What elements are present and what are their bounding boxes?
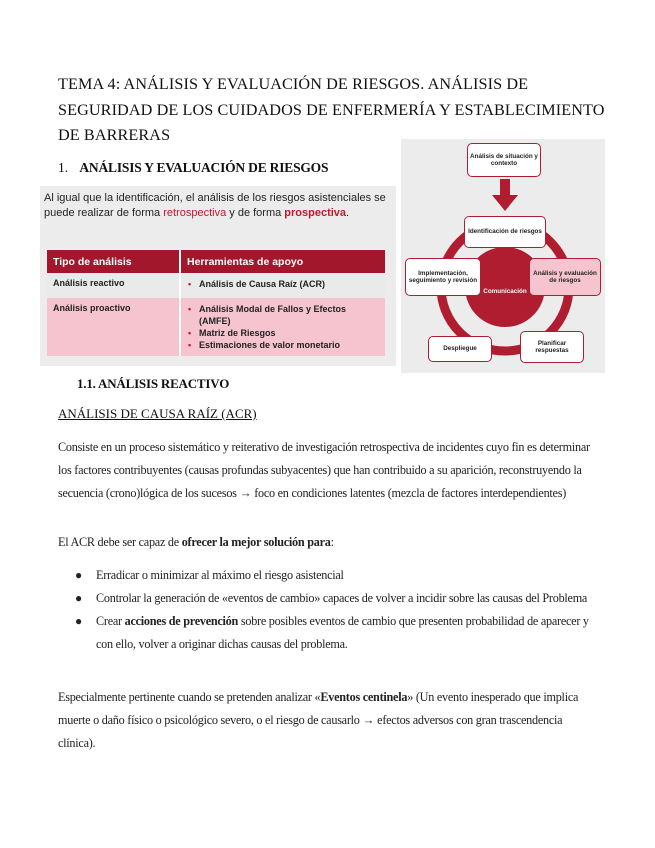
page-title: TEMA 4: ANÁLISIS Y EVALUACIÓN DE RIESGOS. ANÁLISIS DE SEGURIDAD DE LOS CUIDADOS DE ENFERMERÍA Y ESTABLECIMIENTO DE BARRERAS xyxy=(58,75,605,144)
table-cell-tools xyxy=(180,273,385,298)
arrow-shaft xyxy=(500,179,510,197)
table-cell-type: Análisis reactivo xyxy=(47,273,180,298)
section-label: ANÁLISIS Y EVALUACIÓN DE RIESGOS xyxy=(79,160,329,175)
list-item-text: Controlar la generación de «eventos de cambio» capaces de volver a incidir sobre las causas del Problema xyxy=(96,591,588,605)
tool-item: • Matriz de Riesgos xyxy=(199,327,379,339)
bullet-icon: ● xyxy=(75,614,82,628)
intro-middle: y de forma xyxy=(226,207,285,219)
intro-before: Al igual que la identificación, el análisis de los riesgos asistenciales se puede realizar de forma xyxy=(44,192,386,219)
tool-item: • Estimaciones de valor monetario xyxy=(199,339,379,351)
box-risk-evaluation: Análisis y evaluación de riesgos xyxy=(529,258,601,296)
table-row xyxy=(47,273,385,298)
table-cell-tools xyxy=(180,298,385,356)
table-header-tools: Herramientas de apoyo xyxy=(180,250,385,273)
box-risk-identification: Identificación de riesgos xyxy=(464,216,546,248)
acr-heading: ANÁLISIS DE CAUSA RAÍZ (ACR) xyxy=(58,406,257,421)
p2-after: : xyxy=(330,535,334,549)
arrow-down-icon xyxy=(492,195,518,211)
list-item-bold: acciones de prevención xyxy=(124,614,239,628)
list-item-text: Erradicar o minimizar al máximo el riesgo asistencial xyxy=(96,568,344,582)
box-implementation: Implementación, seguimiento y revisión xyxy=(405,258,481,296)
intro-after: . xyxy=(346,207,350,219)
intro-retro: retrospectiva xyxy=(163,207,227,219)
risk-cycle-diagram xyxy=(401,139,605,373)
list-item-text: sobre posibles eventos de cambio que presenten probabilidad de aparecer y con ello, volver a originar dichas causas del problema. xyxy=(96,614,589,651)
intro-text xyxy=(44,191,396,221)
p2-bold: ofrecer la mejor solución para xyxy=(181,535,331,549)
bullet-icon: ● xyxy=(75,591,82,605)
p3-before: Especialmente pertinente cuando se pretenden analizar « xyxy=(58,690,321,704)
section-heading-1 xyxy=(58,160,328,176)
box-deployment: Despliegue xyxy=(428,336,492,362)
p3-bold: Eventos centinela xyxy=(320,690,408,704)
bullet-icon: ● xyxy=(75,568,82,582)
analysis-table xyxy=(47,250,385,356)
tool-item: • Análisis de Causa Raíz (ACR) xyxy=(199,278,379,290)
list-item xyxy=(58,587,598,610)
section-number: 1. xyxy=(58,160,69,175)
p2-before: El ACR debe ser capaz de xyxy=(58,535,182,549)
list-item xyxy=(58,610,598,656)
table-cell-type: Análisis proactivo xyxy=(47,298,180,356)
paragraph-acr-capable xyxy=(58,535,598,550)
table-row xyxy=(47,298,385,356)
table-header-type: Tipo de análisis xyxy=(47,250,180,273)
list-item-text: Crear xyxy=(96,614,125,628)
communication-label: Comunicación xyxy=(483,288,527,295)
p3-after: » (Un evento inesperado que implica muerte o daño físico o psicológico severo, o el riesgo de causarlo → efectos adversos con gran trascendencia clínica). xyxy=(58,690,579,750)
list-item xyxy=(58,564,598,587)
paragraph-acr-definition: Consiste en un proceso sistemático y reiterativo de investigación retrospectiva de incidentes cuyo fin es determinar los factores contribuyentes (causas profundas subyacentes) que han contribuido a su aparición, reconstruyendo la secuencia (crono)lógica de los sucesos → foco en condiciones latentes (mezcla de factores interdependientes) xyxy=(58,440,590,500)
acr-goals-list xyxy=(58,564,598,656)
box-situation-analysis: Análisis de situación y contexto xyxy=(467,143,541,177)
subsection-heading: 1.1. ANÁLISIS REACTIVO xyxy=(77,376,230,391)
box-plan-responses: Planificar respuestas xyxy=(520,331,584,363)
tool-item: • Análisis Modal de Fallos y Efectos (AMFE) xyxy=(199,303,379,327)
paragraph-sentinel-events xyxy=(58,686,598,755)
intro-prosp: prospectiva xyxy=(284,207,347,219)
